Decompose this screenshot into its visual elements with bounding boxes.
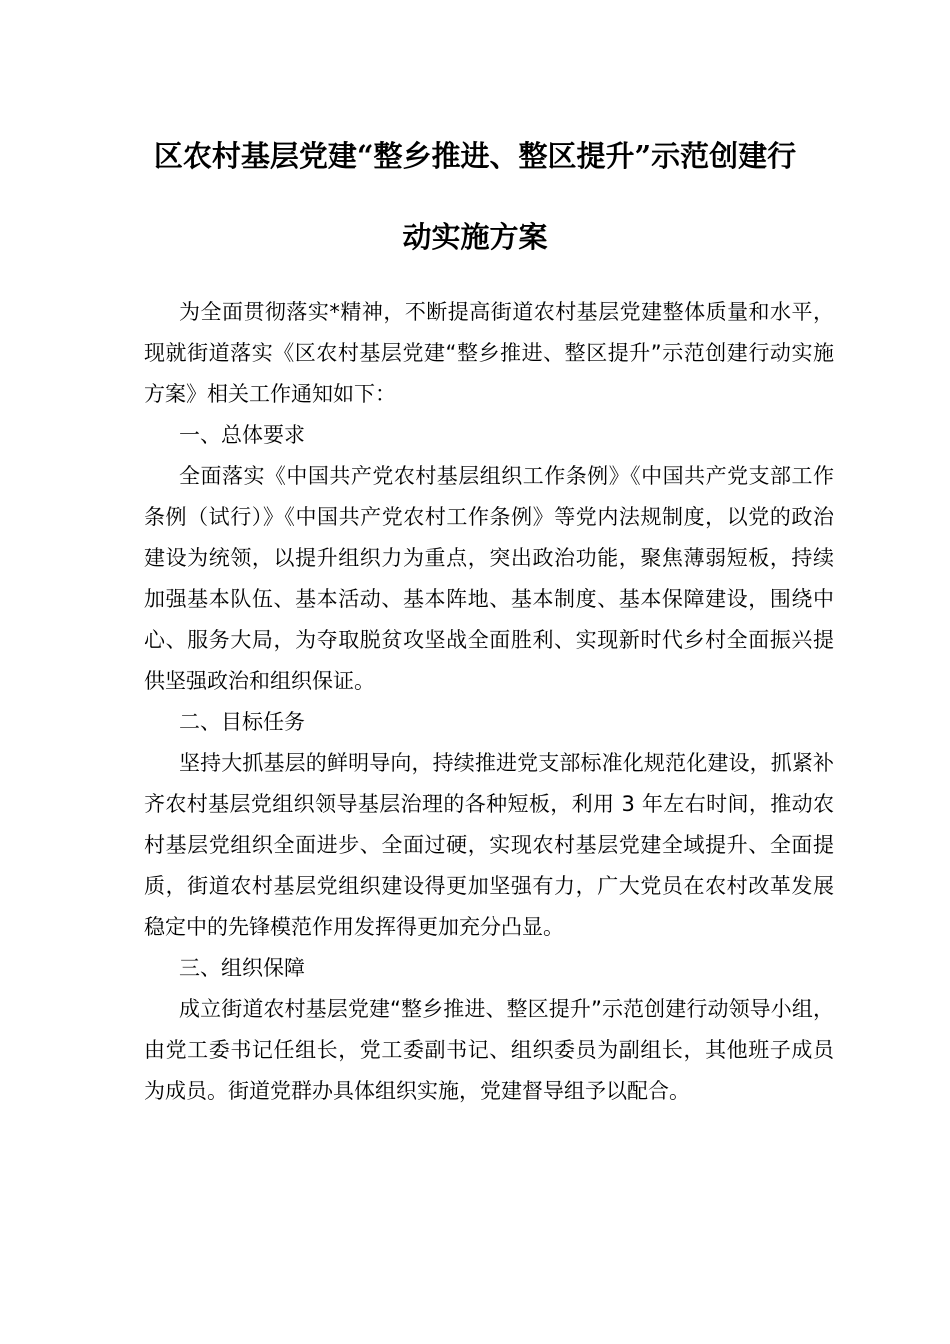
section-heading-organizational-guarantee: 三、组织保障: [179, 956, 305, 980]
section-body-organizational-guarantee: 成立街道农村基层党建“整乡推进、整区提升”示范创建行动领导小组，由党工委书记任组长，党工委副书记、组织委员为副组长，其他班子成员为成员。街道党群办具体组织实施，党建督导组予以配合。: [144, 997, 834, 1103]
section-body-overall-requirements: 全面落实《中国共产党农村基层组织工作条例》《中国共产党支部工作条例（试行）》《中国共产党农村工作条例》等党内法规制度，以党的政治建设为统领，以提升组织力为重点，突出政治功能，聚焦薄弱短板，持续加强基本队伍、基本活动、基本阵地、基本制度、基本保障建设，围绕中心、服务大局，为夺取脱贫攻坚战全面胜利、实现新时代乡村全面振兴提供坚强政治和组织保证。: [144, 464, 834, 693]
section-heading-target-tasks: 二、目标任务: [179, 710, 305, 734]
document-title-line-1: 区农村基层党建“整乡推进、整区提升”示范创建行: [153, 139, 797, 173]
section-heading-overall-requirements: 一、总体要求: [179, 423, 305, 447]
document-body: [144, 292, 834, 1112]
document-title-line-2: 动实施方案: [402, 220, 548, 254]
section-body-target-tasks: 坚持大抓基层的鲜明导向，持续推进党支部标准化规范化建设，抓紧补齐农村基层党组织领导基层治理的各种短板，利用 3 年左右时间，推动农村基层党组织全面进步、全面过硬，实现农村基层党建全域提升、全面提质，街道农村基层党组织建设得更加坚强有力，广大党员在农村改革发展稳定中的先锋模范作用发挥得更加充分凸显。: [144, 751, 834, 939]
intro-paragraph: 为全面贯彻落实*精神，不断提高街道农村基层党建整体质量和水平，现就街道落实《区农村基层党建“整乡推进、整区提升”示范创建行动实施方案》相关工作通知如下：: [144, 300, 834, 406]
